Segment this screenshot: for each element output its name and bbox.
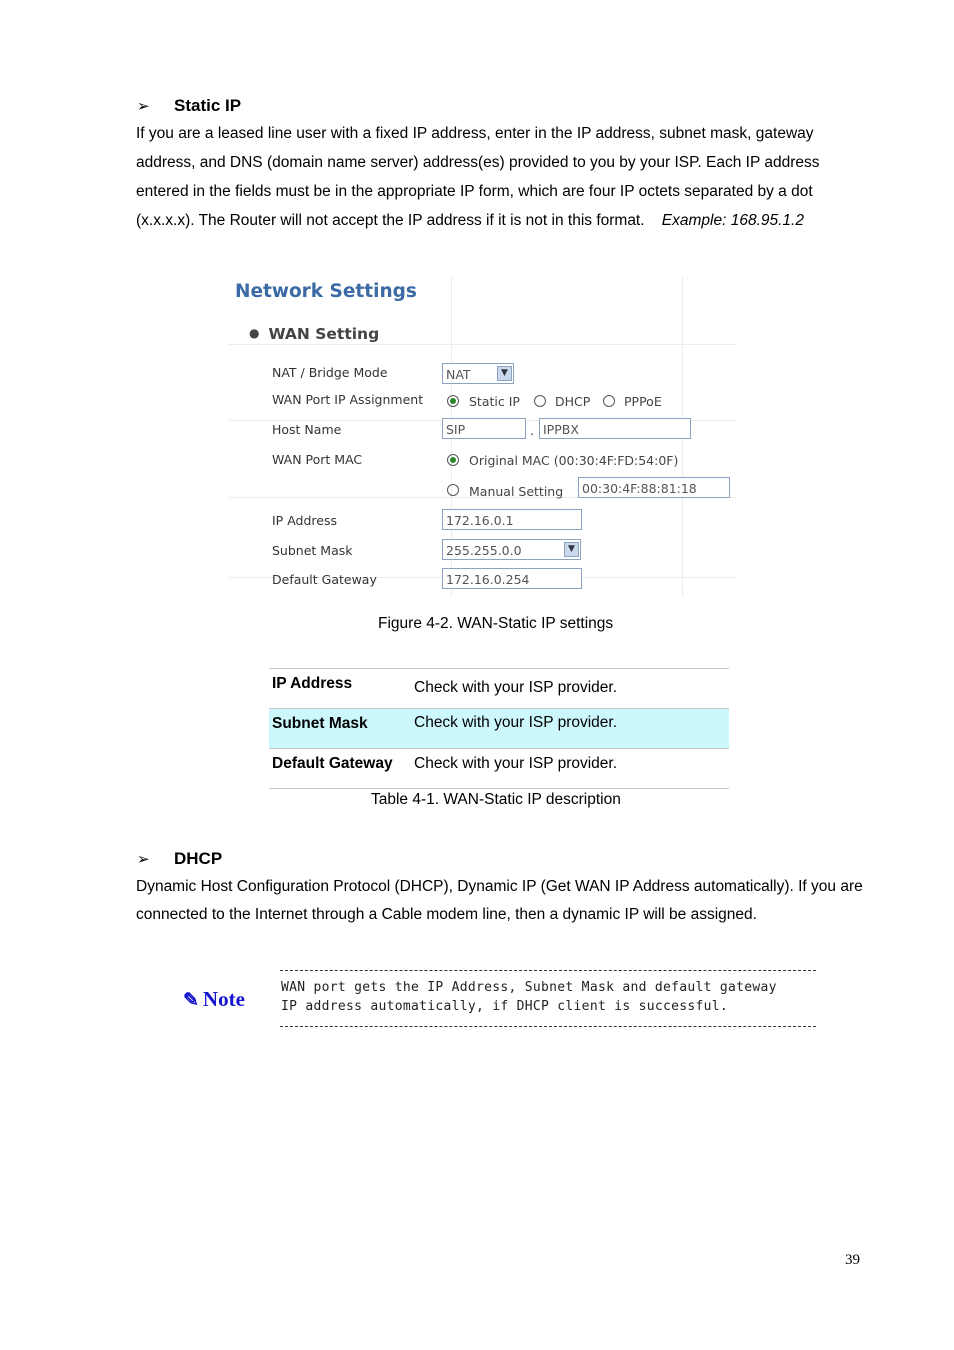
figure-caption: Figure 4-2. WAN-Static IP settings <box>378 615 614 632</box>
radio-static-ip-label: Static IP <box>469 394 520 409</box>
label-default-gateway: Default Gateway <box>272 572 377 587</box>
table-row <box>269 668 729 708</box>
radio-static-ip[interactable] <box>447 395 459 407</box>
nat-mode-select[interactable] <box>442 363 514 384</box>
wan-settings-figure <box>229 277 737 597</box>
label-ip-address: IP Address <box>272 513 337 528</box>
note-label-text: Note <box>202 987 245 1011</box>
note-label <box>183 987 245 1012</box>
description-table <box>269 668 729 789</box>
host-name-input-1[interactable]: SIP <box>442 418 526 439</box>
static-ip-paragraph <box>136 119 866 235</box>
page-number: 39 <box>845 1252 860 1268</box>
manual-setting-label: Manual Setting <box>469 484 564 499</box>
host-name-input-2[interactable]: IPPBX <box>539 418 691 439</box>
radio-manual-mac[interactable] <box>447 484 459 496</box>
bullet-arrow-icon: ➢ <box>137 851 150 868</box>
bullet-arrow-icon: ➢ <box>137 98 150 115</box>
section-heading-dhcp: DHCP <box>174 849 223 868</box>
label-nat-mode: NAT / Bridge Mode <box>272 365 388 380</box>
static-ip-text: If you are a leased line user with a fixed IP address, enter in the IP address, subnet mask, gateway address, and DNS (domain name server) address(es) provided to you by your ISP. Each IP address entered in the fields must be in the appropriate IP form, which are four IP octets separated by a dot (x.x.x.x). The Router will not accept the IP address if it is not in this format. <box>136 125 820 229</box>
label-subnet-mask: Subnet Mask <box>272 543 353 558</box>
section-heading-static-ip: Static IP <box>174 96 242 115</box>
radio-dhcp[interactable] <box>534 395 546 407</box>
table-value: Check with your ISP provider. <box>414 679 618 696</box>
note-line: WAN port gets the IP Address, Subnet Mask and default gateway <box>281 980 777 995</box>
ip-address-input[interactable]: 172.16.0.1 <box>442 509 582 530</box>
radio-dhcp-label: DHCP <box>555 394 591 409</box>
subnet-mask-select[interactable] <box>442 539 581 560</box>
figure-title: Network Settings <box>235 281 417 302</box>
table-caption: Table 4-1. WAN-Static IP description <box>371 791 621 808</box>
nat-mode-value: NAT <box>446 367 471 382</box>
table-row <box>269 748 729 789</box>
figure-subtitle: ● WAN Setting <box>249 325 380 343</box>
table-key: Subnet Mask <box>272 715 368 732</box>
static-ip-example: Example: 168.95.1.2 <box>661 212 804 229</box>
host-name-separator: . <box>530 423 534 438</box>
radio-pppoe[interactable] <box>603 395 615 407</box>
table-row <box>269 708 729 748</box>
radio-original-mac[interactable] <box>447 454 459 466</box>
note-line: IP address automatically, if DHCP client is successful. <box>281 999 728 1014</box>
manual-mac-input[interactable]: 00:30:4F:88:81:18 <box>578 477 730 498</box>
table-key: Default Gateway <box>272 755 393 772</box>
chevron-down-icon: ▼ <box>564 542 579 557</box>
table-key: IP Address <box>272 675 353 692</box>
radio-pppoe-label: PPPoE <box>624 394 662 409</box>
table-value: Check with your ISP provider. <box>414 714 618 731</box>
dhcp-paragraph: Dynamic Host Configuration Protocol (DHCP), Dynamic IP (Get WAN IP Address automatically). If you are connected to the Internet through a Cable modem line, then a dynamic IP will be assigned. <box>136 878 863 923</box>
figure-subtitle-text: WAN Setting <box>268 325 380 343</box>
label-host-name: Host Name <box>272 422 342 437</box>
note-box <box>280 970 816 1027</box>
label-wan-assign: WAN Port IP Assignment <box>272 392 424 407</box>
chevron-down-icon: ▼ <box>497 366 512 381</box>
label-wan-mac: WAN Port MAC <box>272 452 363 467</box>
default-gateway-input[interactable]: 172.16.0.254 <box>442 568 582 589</box>
subnet-mask-value: 255.255.0.0 <box>446 543 522 558</box>
pushpin-icon: ✎ <box>183 990 199 1011</box>
original-mac-label: Original MAC (00:30:4F:FD:54:0F) <box>469 453 679 468</box>
table-value: Check with your ISP provider. <box>414 755 618 772</box>
